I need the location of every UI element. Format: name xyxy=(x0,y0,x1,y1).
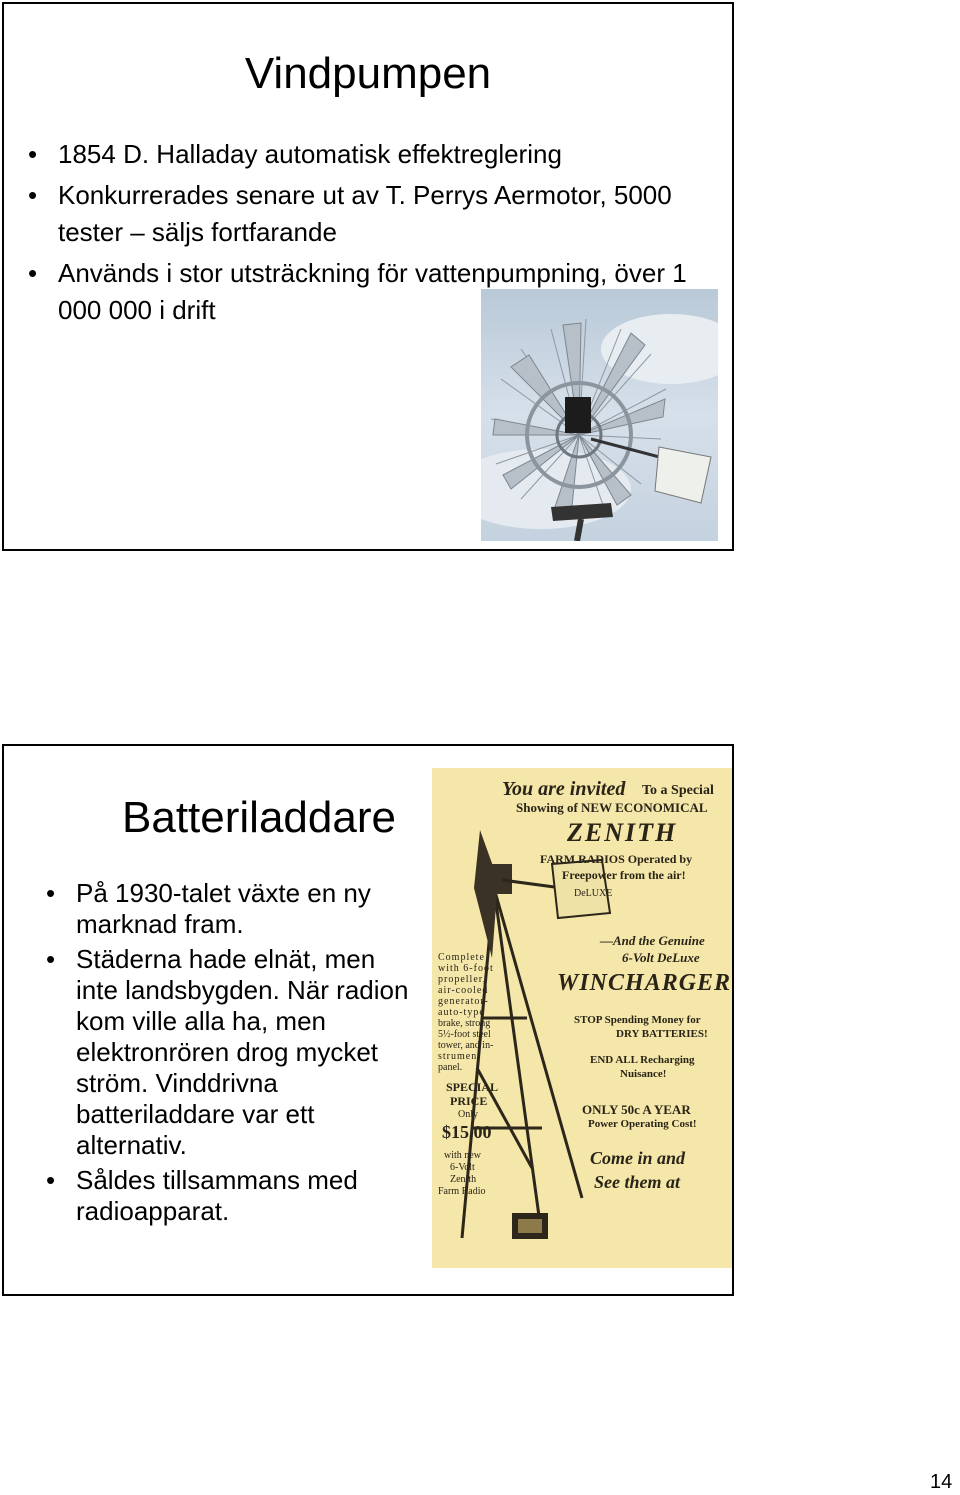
bullet-list xyxy=(46,878,416,1231)
ad-invited: You are invited xyxy=(502,778,626,800)
ad-line: ONLY 50c A YEAR xyxy=(582,1102,691,1117)
bullet-item: • Konkurrerades senare ut av T. Perrys Aermotor, 5000 tester – säljs fortfarande xyxy=(28,177,698,251)
slide-title: Vindpumpen xyxy=(244,49,492,98)
ad-side-text: 5½-foot steel xyxy=(438,1029,491,1040)
ad-price-label: PRICE xyxy=(450,1094,488,1108)
bullet-item: • Såldes tillsammans med radioapparat. xyxy=(46,1165,416,1227)
ad-side-text: propeller, xyxy=(438,974,487,985)
ad-brand-zenith: ZENITH xyxy=(567,818,678,847)
ad-line: —And the Genuine xyxy=(600,933,705,948)
ad-with-text: with new xyxy=(444,1150,481,1161)
ad-line: Power Operating Cost! xyxy=(588,1118,697,1130)
ad-brand-wincharger: WINCHARGER xyxy=(557,970,732,996)
slide-vindpumpen xyxy=(2,2,734,551)
bullet-item: • Används i stor utsträckning för vattenpumpning, över 1 000 000 i drift xyxy=(28,255,728,329)
slide-title: Batteriladdare xyxy=(122,793,396,842)
ad-with-text: 6-Volt xyxy=(450,1162,475,1173)
ad-line: END ALL Recharging xyxy=(590,1054,695,1066)
windmill-photo xyxy=(481,289,718,541)
ad-only: Only xyxy=(458,1109,478,1120)
ad-with-text: Zenith xyxy=(450,1174,477,1185)
ad-with-text: Farm Radio xyxy=(438,1186,486,1197)
ad-line: 6-Volt DeLuxe xyxy=(622,950,700,965)
wincharger-advertisement xyxy=(432,768,732,1268)
ad-side-text: strument xyxy=(438,1051,481,1062)
ad-price: $15.00 xyxy=(442,1122,492,1142)
ad-invited-2: To a Special xyxy=(642,783,714,798)
bullet-item: • På 1930-talet växte en ny marknad fram. xyxy=(46,878,416,940)
ad-line: FARM RADIOS Operated by xyxy=(540,852,693,866)
ad-side-text: tower, and in- xyxy=(438,1040,494,1051)
ad-deluxe-label: DeLUXE xyxy=(574,888,613,899)
ad-side-text: Complete xyxy=(438,952,485,963)
ad-line: Come in and xyxy=(590,1148,686,1168)
ad-side-text: generator- xyxy=(438,996,489,1007)
ad-side-text: panel. xyxy=(438,1062,463,1073)
ad-line: Nuisance! xyxy=(620,1068,667,1080)
ad-line: Freepower from the air! xyxy=(562,868,686,882)
bullet-item: • 1854 D. Halladay automatisk effektreglering xyxy=(28,136,728,173)
slide-batteriladdare xyxy=(2,744,734,1296)
ad-side-text: auto-type xyxy=(438,1007,485,1018)
ad-special: SPECIAL xyxy=(446,1080,499,1094)
ad-line: See them at xyxy=(594,1172,680,1192)
ad-line: STOP Spending Money for xyxy=(574,1014,701,1026)
ad-side-text: brake, strong xyxy=(438,1018,491,1029)
ad-line: DRY BATTERIES! xyxy=(616,1028,708,1040)
ad-showing: Showing of NEW ECONOMICAL xyxy=(516,800,708,815)
page-number: 14 xyxy=(930,1471,953,1493)
ad-side-text: with 6-foot xyxy=(438,963,494,974)
bullet-item: • Städerna hade elnät, men inte landsbygden. När radion kom ville alla ha, men elektronrören drog mycket ström. Vinddrivna batteriladdare var ett alternativ. xyxy=(46,944,416,1161)
ad-side-text: air-cooled xyxy=(438,985,489,996)
